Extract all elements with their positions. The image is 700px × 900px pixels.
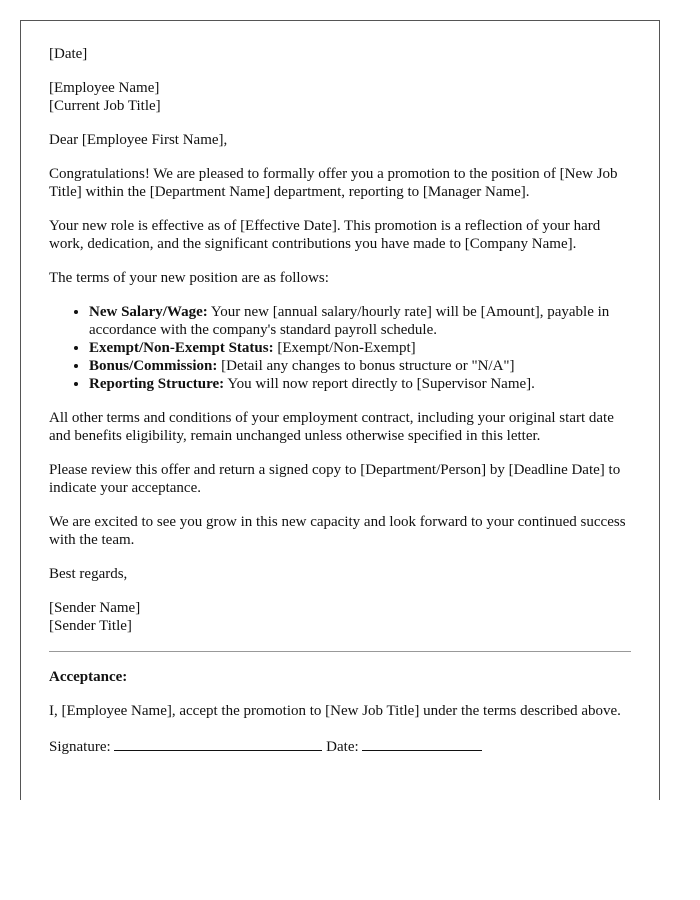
closing: Best regards, bbox=[49, 566, 128, 582]
section-divider bbox=[49, 651, 631, 652]
term-item-bonus bbox=[89, 357, 631, 375]
term-text: [Detail any changes to bonus structure or "N/A"] bbox=[217, 358, 515, 374]
terms-list bbox=[49, 303, 631, 393]
terms-intro: The terms of your new position are as follows: bbox=[49, 270, 329, 286]
acceptance-statement: I, [Employee Name], accept the promotion to [New Job Title] under the terms described above. bbox=[49, 703, 621, 719]
signature-field[interactable] bbox=[114, 736, 322, 751]
review-instructions-paragraph: Please review this offer and return a signed copy to [Department/Person] by [Deadline Date] to indicate your acceptance. bbox=[49, 462, 621, 496]
recipient-block bbox=[49, 79, 631, 115]
effective-date-paragraph: Your new role is effective as of [Effective Date]. This promotion is a reflection of your hard work, dedication, and the significant contributions you have made to [Company Name]. bbox=[49, 218, 601, 252]
term-text: You will now report directly to [Supervisor Name]. bbox=[224, 376, 535, 392]
term-label: New Salary/Wage: bbox=[89, 304, 208, 320]
current-job-title: [Current Job Title] bbox=[49, 98, 161, 114]
salutation: Dear [Employee First Name], bbox=[49, 132, 228, 148]
date-label: Date: bbox=[326, 739, 359, 755]
date-field[interactable] bbox=[362, 736, 482, 751]
offer-paragraph: Congratulations! We are pleased to formally offer you a promotion to the position of [New Job Title] within the [Department Name] department, reporting to [Manager Name]. bbox=[49, 166, 618, 200]
term-label: Reporting Structure: bbox=[89, 376, 225, 392]
terms-unchanged-paragraph: All other terms and conditions of your employment contract, including your original start date and benefits eligibility, remain unchanged unless otherwise specified in this letter. bbox=[49, 410, 614, 444]
term-item-reporting bbox=[89, 375, 631, 393]
acceptance-heading: Acceptance: bbox=[49, 669, 128, 685]
term-label: Exempt/Non-Exempt Status: bbox=[89, 340, 274, 356]
sender-title: [Sender Title] bbox=[49, 618, 132, 634]
term-text: Your new [annual salary/hourly rate] will be [Amount], payable in accordance with the company's standard payroll schedule. bbox=[89, 304, 610, 338]
signature-line bbox=[49, 736, 631, 756]
closing-paragraph: We are excited to see you grow in this new capacity and look forward to your continued success with the team. bbox=[49, 514, 626, 548]
term-text: [Exempt/Non-Exempt] bbox=[273, 340, 416, 356]
employee-name: [Employee Name] bbox=[49, 80, 160, 96]
letter-page bbox=[20, 20, 660, 800]
term-item-status bbox=[89, 339, 631, 357]
sender-name: [Sender Name] bbox=[49, 600, 141, 616]
letter-date: [Date] bbox=[49, 46, 88, 62]
term-item-salary bbox=[89, 303, 631, 339]
sender-block bbox=[49, 599, 631, 635]
term-label: Bonus/Commission: bbox=[89, 358, 218, 374]
signature-label: Signature: bbox=[49, 739, 111, 755]
